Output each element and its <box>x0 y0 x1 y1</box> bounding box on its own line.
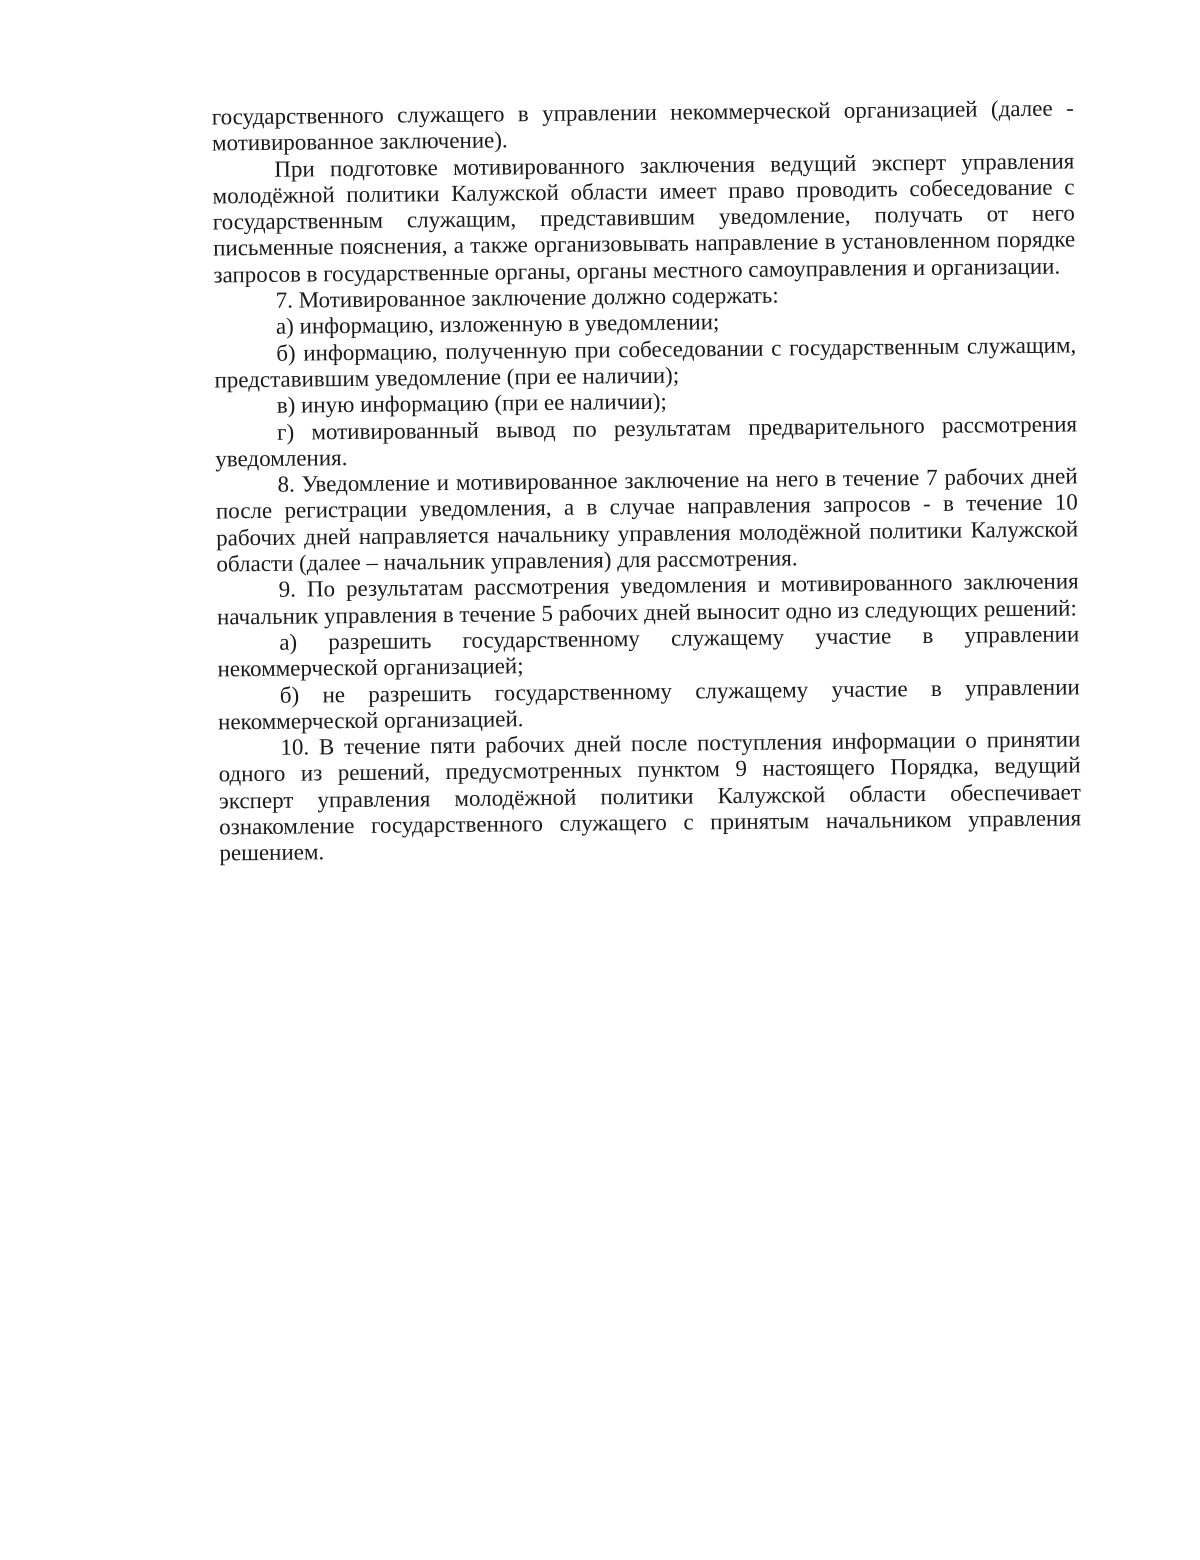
paragraph-preparation: При подготовке мотивированного заключения ведущий эксперт управления молодёжной политики Калужской области имеет право проводить собеседование с государственным служащим, представившим уведомление, получать от него письменные пояснения, а также организовывать направление в установленном порядке запросов в государственные органы, органы местного самоуправления и организации. <box>212 148 1076 288</box>
document-body <box>212 95 1082 867</box>
paragraph-continuation: государственного служащего в управлении некоммерческой организацией (далее - мотивированное заключение). <box>211 95 1074 156</box>
paragraph-item-10: 10. В течение пяти рабочих дней после поступления информации о принятии одного из решений, предусмотренных пунктом 9 настоящего Порядка, ведущий эксперт управления молодёжной политики Калужской области обеспечивает ознакомление государственного служащего с принятым начальником управления решением. <box>218 726 1082 866</box>
paragraph-item-9b: б) не разрешить государственному служащему участие в управлении некоммерческой организацией. <box>217 673 1080 735</box>
paragraph-item-9a: а) разрешить государственному служащему участие в управлении некоммерческой организацией; <box>217 621 1080 682</box>
paragraph-item-7a: а) информацию, изложенную в уведомлении; <box>275 309 720 340</box>
paragraph-item-7: 7. Мотивированное заключение должно содержать: <box>275 282 779 313</box>
paragraph-item-9: 9. По результатам рассмотрения уведомления и мотивированного заключения начальник управления в течение 5 рабочих дней выносит одно из следующих решений: <box>216 568 1079 630</box>
paragraph-item-7b: б) информацию, полученную при собеседовании с государственным служащим, представившим уведомление (при ее наличии); <box>214 332 1077 393</box>
paragraph-item-7v: в) иную информацию (при ее наличии); <box>276 388 667 419</box>
paragraph-item-7g: г) мотивированный вывод по результатам предварительного рассмотрения уведомления. <box>215 410 1078 472</box>
paragraph-item-8: 8. Уведомление и мотивированное заключение на него в течение 7 рабочих дней после регистрации уведомления, а в случае направления запросов - в течение 10 рабочих дней направляется начальнику управления молодёжной политики Калужской области (далее – начальник управления) для рассмотрения. <box>215 463 1079 577</box>
